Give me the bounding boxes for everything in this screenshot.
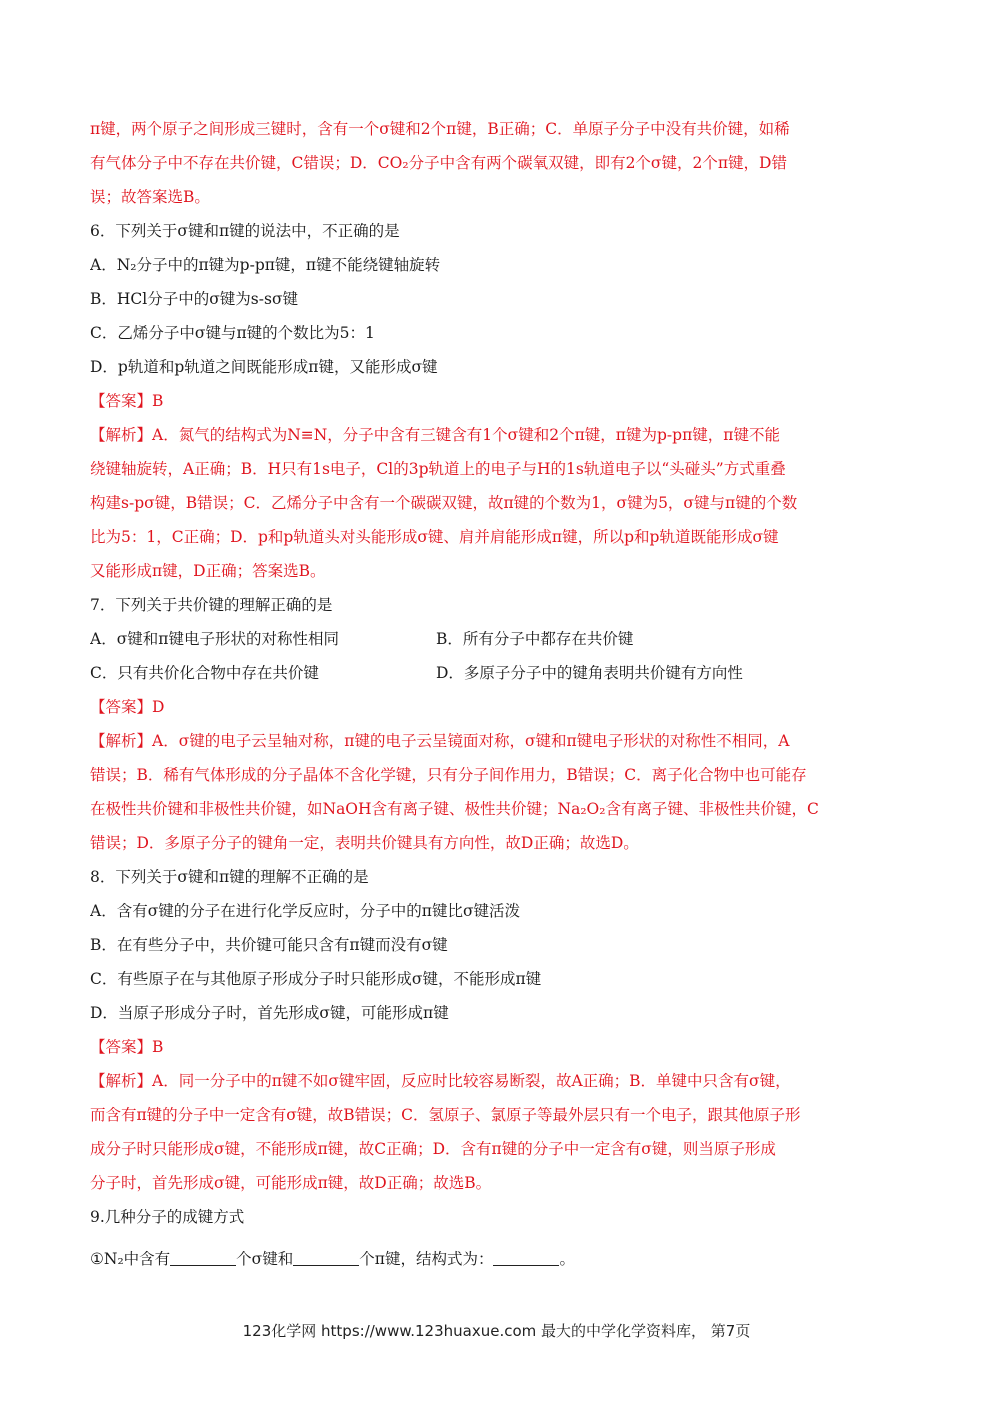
text-line: B．在有些分子中，共价键可能只含有π键而没有σ键: [90, 936, 448, 954]
page-footer: 123化学网 https://www.123huaxue.com 最大的中学化学资料库， 第7页: [242, 1322, 751, 1340]
text-line: 构建s-pσ键，B错误；C．乙烯分子中含有一个碳碳双键，故π键的个数为1，σ键为5，σ键与π键的个数: [90, 494, 798, 512]
text-line: 而含有π键的分子中一定含有σ键，故B错误；C．氢原子、氯原子等最外层只有一个电子，跟其他原子形: [90, 1106, 801, 1124]
q9-suffix: 。: [559, 1250, 575, 1268]
text-line: 【答案】B: [90, 1038, 164, 1056]
text-line: 绕键轴旋转，A正确；B．H只有1s电子，Cl的3p轨道上的电子与H的1s轨道电子以“头碰头”方式重叠: [90, 460, 786, 478]
text-line: B．HCl分子中的σ键为s-sσ键: [90, 290, 299, 308]
text-line: 【解析】A．σ键的电子云呈轴对称，π键的电子云呈镜面对称，σ键和π键电子形状的对称性不相同，A: [90, 732, 790, 750]
q9-prefix: ①N₂中含有: [90, 1250, 171, 1268]
text-line: π键，两个原子之间形成三键时，含有一个σ键和2个π键，B正确；C．单原子分子中没有共价键，如稀: [90, 120, 790, 138]
text-line: 分子时，首先形成σ键，可能形成π键，故D正确；故选B。: [90, 1174, 492, 1192]
option-text: B．所有分子中都存在共价键: [436, 630, 634, 648]
option-text: C．只有共价化合物中存在共价键: [90, 664, 319, 682]
answer-blank-2[interactable]: [293, 1247, 359, 1266]
text-line: D．当原子形成分子时，首先形成σ键，可能形成π键: [90, 1004, 449, 1022]
text-line: A．含有σ键的分子在进行化学反应时，分子中的π键比σ键活泼: [90, 902, 521, 920]
answer-blank-1[interactable]: [170, 1247, 236, 1266]
text-line: 【解析】A．同一分子中的π键不如σ键牢固，反应时比较容易断裂，故A正确；B．单键中只含有σ键，: [90, 1072, 791, 1090]
text-line: 7．下列关于共价键的理解正确的是: [90, 596, 333, 614]
text-line: 又能形成π键，D正确；答案选B。: [90, 562, 326, 580]
document-body: [90, 112, 910, 1234]
question-9-line-1: [90, 1242, 575, 1276]
text-line: 【答案】D: [90, 698, 165, 716]
text-line: 误；故答案选B。: [90, 188, 210, 206]
text-line: 9.几种分子的成键方式: [90, 1208, 245, 1226]
q9-mid2: 个π键，结构式为：: [359, 1250, 494, 1268]
option-row: [90, 622, 910, 656]
text-line: 成分子时只能形成σ键，不能形成π键，故C正确；D．含有π键的分子中一定含有σ键，则当原子形成: [90, 1140, 776, 1158]
option-text: A．σ键和π键电子形状的对称性相同: [90, 630, 339, 648]
text-line: 错误；B．稀有气体形成的分子晶体不含化学键，只有分子间作用力，B错误；C．离子化合物中也可能存: [90, 766, 807, 784]
text-line: 比为5：1，C正确；D．p和p轨道头对头能形成σ键、肩并肩能形成π键，所以p和p轨道既能形成σ键: [90, 528, 779, 546]
text-line: A．N₂分子中的π键为p-pπ键，π键不能绕键轴旋转: [90, 256, 441, 274]
q9-mid1: 个σ键和: [236, 1250, 294, 1268]
text-line: 错误；D．多原子分子的键角一定，表明共价键具有方向性，故D正确；故选D。: [90, 834, 639, 852]
text-line: 8．下列关于σ键和π键的理解不正确的是: [90, 868, 369, 886]
text-line: C．有些原子在与其他原子形成分子时只能形成σ键，不能形成π键: [90, 970, 542, 988]
option-text: D．多原子分子中的键角表明共价键有方向性: [436, 664, 743, 682]
text-line: 6．下列关于σ键和π键的说法中，不正确的是: [90, 222, 400, 240]
text-line: 有气体分子中不存在共价键，C错误；D．CO₂分子中含有两个碳氧双键，即有2个σ键，2个π键，D错: [90, 154, 787, 172]
text-line: 【解析】A．氮气的结构式为N≡N，分子中含有三键含有1个σ键和2个π键，π键为p-pπ键，π键不能: [90, 426, 780, 444]
text-line: C．乙烯分子中σ键与π键的个数比为5：1: [90, 324, 375, 342]
text-line: D．p轨道和p轨道之间既能形成π键，又能形成σ键: [90, 358, 438, 376]
text-line: 【答案】B: [90, 392, 164, 410]
option-row: [90, 656, 910, 690]
text-line: 在极性共价键和非极性共价键，如NaOH含有离子键、极性共价键；Na₂O₂含有离子键、非极性共价键，C: [90, 800, 819, 818]
answer-blank-3[interactable]: [493, 1247, 559, 1266]
